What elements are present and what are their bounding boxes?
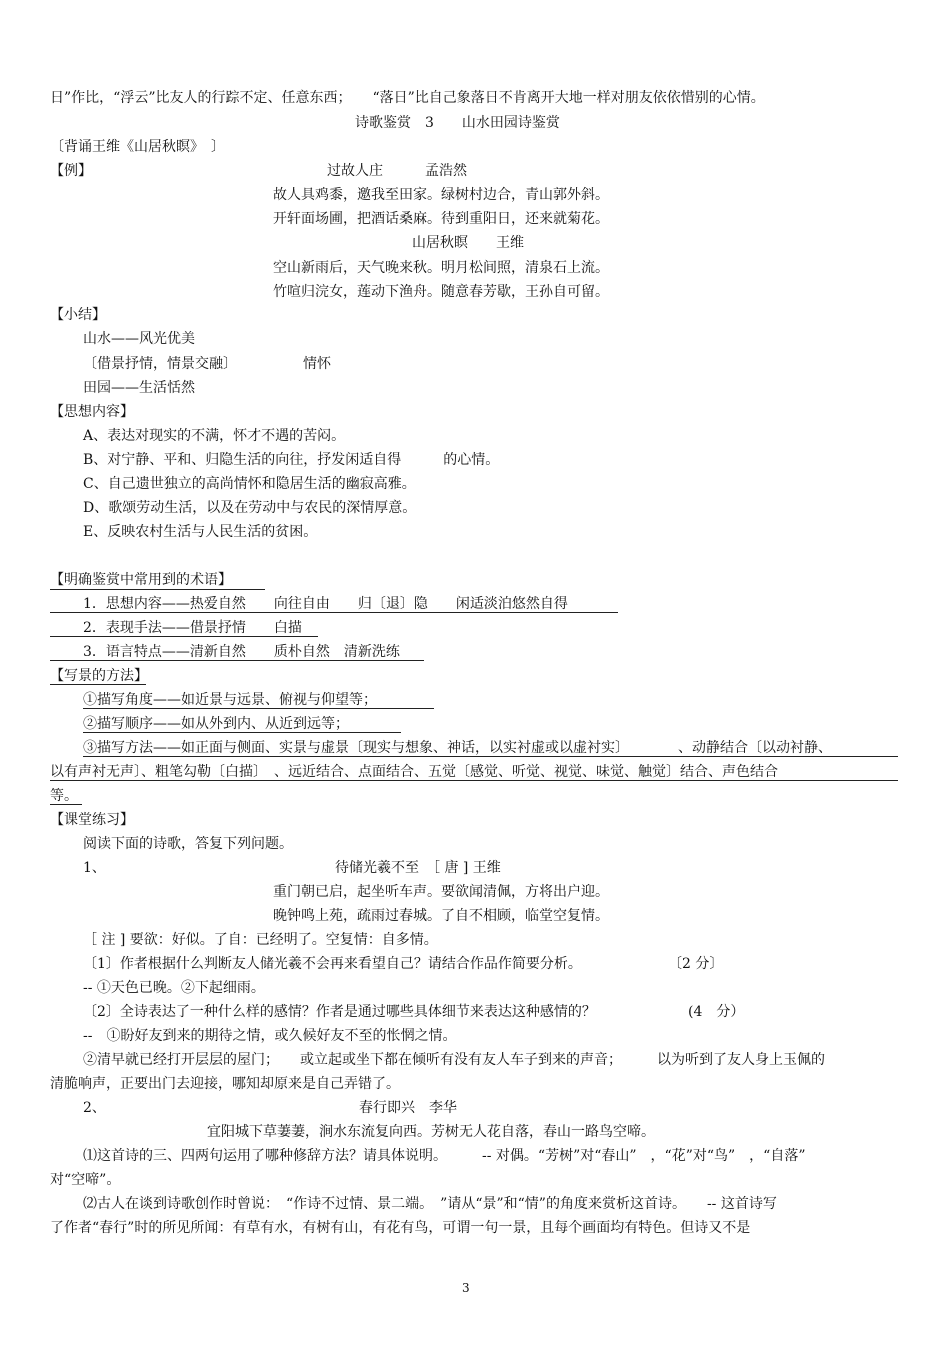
underline	[50, 684, 146, 685]
list-item: B、对宁静、平和、归隐生活的向往，抒发闲适自得 的心情。	[83, 452, 500, 468]
question-number: 1、	[83, 860, 106, 876]
underline	[50, 612, 618, 613]
list-item: 2．表现手法——借景抒情 白描	[83, 620, 302, 636]
question: 〔1〕作者根据什么判断友人储光羲不会再来看望自己？请结合作品作简要分析。	[83, 956, 582, 972]
text-line: 对“空啼”。	[50, 1172, 121, 1188]
underline	[50, 804, 82, 805]
text-line: 以有声衬无声〕、粗笔勾勒〔白描〕 、远近结合、点面结合、五觉〔感觉、听觉、视觉、味觉、触觉〕结合、声色结合	[50, 764, 778, 780]
text-line: 山水——风光优美	[83, 331, 195, 347]
list-item: ③描写方法——如正面与侧面、实景与虚景〔现实与想象、神话，以实衬虚或以虚衬实〕 、动静结合〔以动衬静、	[83, 740, 832, 756]
underline	[83, 756, 898, 757]
text-line: 等。	[50, 788, 78, 804]
list-item: D、歌颂劳动生活，以及在劳动中与农民的深情厚意。	[83, 500, 417, 516]
underline	[50, 780, 898, 781]
text-line: 田园——生活恬然	[83, 380, 195, 396]
poem-title: 山居秋瞑 王维	[412, 235, 524, 251]
text-line: 日”作比，“浮云”比友人的行踪不定、任意东西； “落日”比自己象落日不肯离开大地一样对朋友依依惜别的心情。	[50, 90, 765, 106]
question: 〔2〕全诗表达了一种什么样的感情？作者是通过哪些具体细节来表达这种感情的？	[83, 1004, 596, 1020]
text-line: 〔借景抒情，情景交融〕	[83, 356, 237, 372]
heading-summary: 【小结】	[50, 307, 106, 323]
poem-line: 晚钟鸣上苑，疏雨过春城。了自不相顾，临堂空复情。	[273, 908, 609, 924]
list-item: 3．语言特点——清新自然 质朴自然 清新洗练	[83, 644, 400, 660]
list-item: E、反映农村生活与人民生活的贫困。	[83, 524, 318, 540]
text-line: 了作者“春行”时的所见所闻：有草有水，有树有山，有花有鸟，可谓一句一景，且每个画面均有特色。但诗又不是	[50, 1220, 751, 1236]
list-item: A、表达对现实的不满，怀才不遇的苦闷。	[83, 428, 346, 444]
list-item: C、自己遗世独立的高尚情怀和隐居生活的幽寂高雅。	[83, 476, 416, 492]
poem-line: 宜阳城下草萋萋，涧水东流复向西。芳树无人花自落，春山一路鸟空啼。	[207, 1124, 655, 1140]
answer: 清脆响声，正要出门去迎接，哪知却原来是自己弄错了。	[50, 1076, 400, 1092]
list-item: ②描写顺序——如从外到内、从近到远等；	[83, 716, 349, 732]
poem-title: 过故人庄 孟浩然	[327, 163, 467, 179]
underline	[50, 589, 265, 590]
underline	[83, 708, 434, 709]
underline	[50, 660, 424, 661]
score: (4 分）	[688, 1004, 745, 1020]
poem-line: 开轩面场圃，把酒话桑麻。待到重阳日，还来就菊花。	[273, 211, 609, 227]
heading-terms: 【明确鉴赏中常用到的术语】	[50, 572, 232, 588]
question-number: 2、	[83, 1100, 106, 1116]
text-line: 阅读下面的诗歌，答复下列问题。	[83, 836, 293, 852]
poem-title: 春行即兴 李华	[359, 1100, 457, 1116]
poem-title: 待储光羲不至 ［ 唐 ] 王维	[335, 860, 501, 876]
text-line: 〔背诵王维《山居秋瞑》 〕	[50, 139, 225, 155]
heading-example: 【例】	[50, 163, 92, 179]
question: ⑵古人在谈到诗歌创作时曾说： “作诗不过情、景二端。 ”请从“景”和“情”的角度来赏析这首诗。 -- 这首诗写	[83, 1196, 777, 1212]
heading-practice: 【课堂练习】	[50, 812, 134, 828]
annotation: ［ 注 ] 要欲：好似。了自：已经明了。空复情：自多情。	[83, 932, 438, 948]
underline	[50, 636, 318, 637]
answer: ②清早就已经打开层层的屋门； 或立起或坐下都在倾听有没有友人车子到来的声音； 以为听到了友人身上玉佩的	[83, 1052, 825, 1068]
heading-content: 【思想内容】	[50, 404, 134, 420]
text-line: 情怀	[303, 356, 331, 372]
poem-line: 重门朝已启，起坐听车声。要欲闻清佩，方将出户迎。	[273, 884, 609, 900]
section-title: 诗歌鉴赏 3 山水田园诗鉴赏	[355, 115, 560, 131]
answer: -- ①盼好友到来的期待之情，或久候好友不至的怅惘之情。	[83, 1028, 457, 1044]
score: 〔2 分〕	[668, 956, 724, 972]
list-item: ①描写角度——如近景与远景、俯视与仰望等；	[83, 692, 377, 708]
page-number: 3	[462, 1281, 470, 1295]
poem-line: 竹喧归浣女，莲动下渔舟。随意春芳歇，王孙自可留。	[273, 284, 609, 300]
poem-line: 空山新雨后，天气晚来秋。明月松间照，清泉石上流。	[273, 260, 609, 276]
underline	[83, 732, 401, 733]
question: ⑴这首诗的三、四两句运用了哪种修辞方法？请具体说明。 -- 对偶。“芳树”对“春山” ，“花”对“鸟” ，“自落”	[83, 1148, 806, 1164]
heading-scenery: 【写景的方法】	[50, 668, 148, 684]
answer: -- ①天色已晚。②下起细雨。	[83, 980, 265, 996]
list-item: 1．思想内容——热爱自然 向往自由 归〔退〕隐 闲适淡泊悠然自得	[83, 596, 568, 612]
poem-line: 故人具鸡黍，邀我至田家。绿树村边合，青山郭外斜。	[273, 187, 609, 203]
